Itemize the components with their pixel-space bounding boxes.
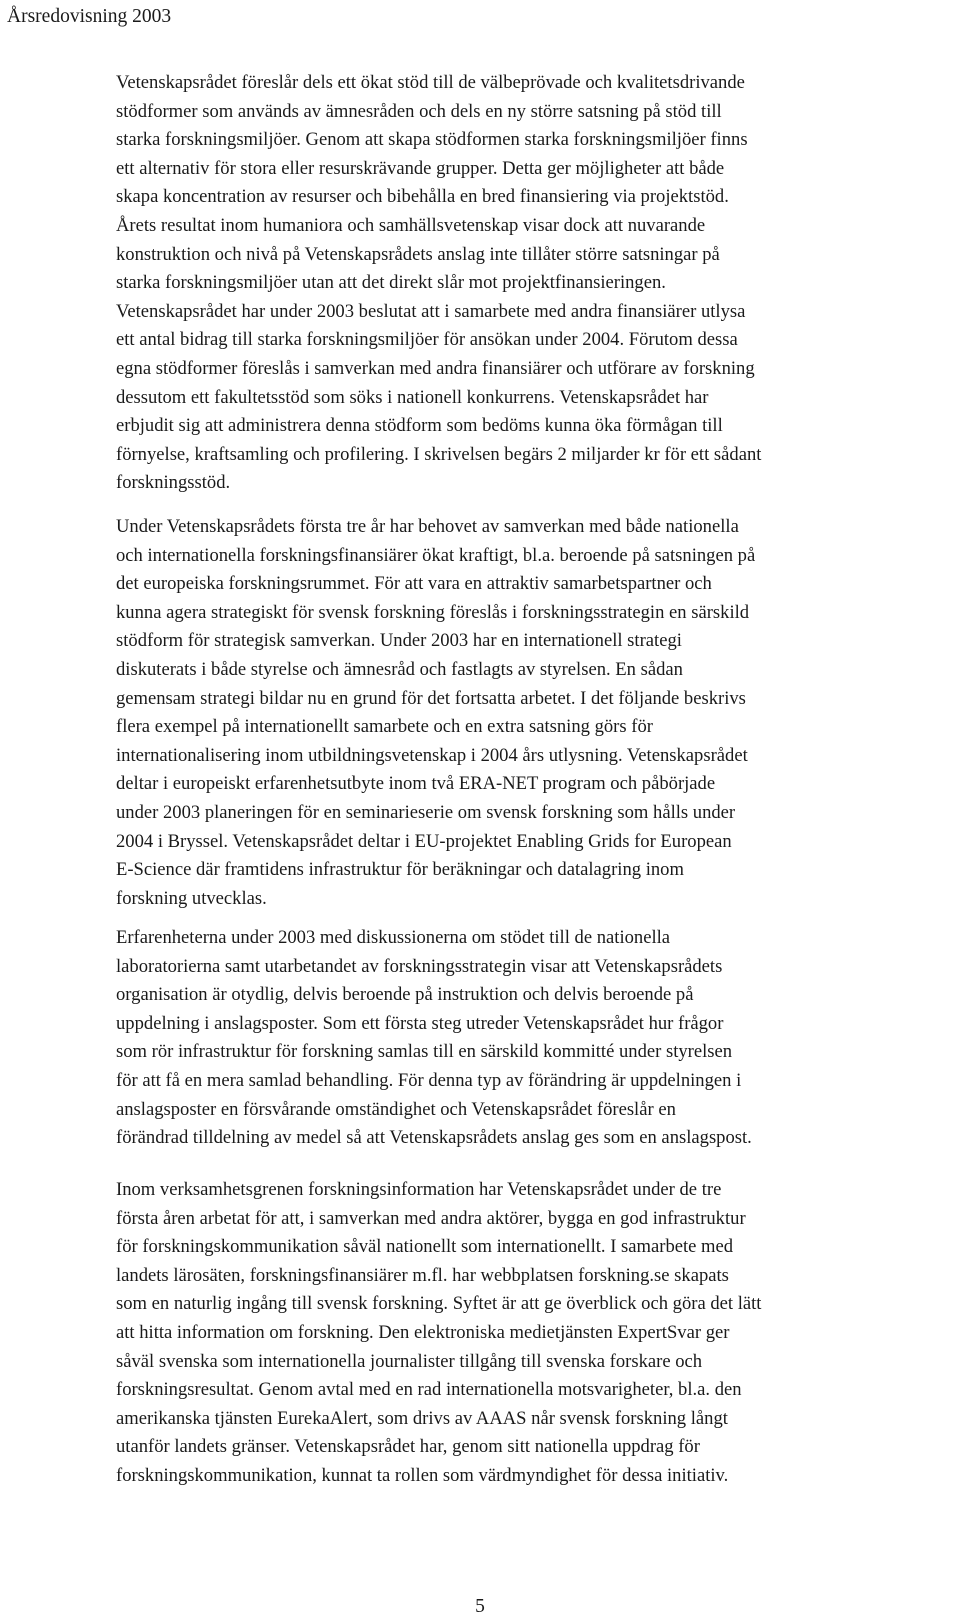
text-line: stödformer som används av ämnesråden och dels en ny större satsning på stöd till [116,100,722,122]
text-line: utanför landets gränser. Vetenskapsrådet har, genom sitt nationella uppdrag för [116,1436,700,1458]
paragraph-3 [116,924,936,1153]
text-line: konstruktion och nivå på Vetenskapsrådets anslag inte tillåter större satsningar på [116,243,720,265]
text-line: erbjudit sig att administrera denna stödform som bedöms kunna öka förmågan till [116,415,723,437]
text-line: Vetenskapsrådet har under 2003 beslutat att i samarbete med andra finansiärer utlysa [116,300,746,322]
text-line: dessutom ett fakultetsstöd som söks i nationell konkurrens. Vetenskapsrådet har [116,386,709,408]
text-line: forskningskommunikation, kunnat ta rollen som värdmyndighet för dessa initiativ. [116,1464,729,1486]
text-line: och internationella forskningsfinansiärer ökat kraftigt, bl.a. beroende på satsningen på [116,544,756,566]
paragraph-4 [116,1176,936,1491]
text-line: landets lärosäten, forskningsfinansiärer m.fl. har webbplatsen forskning.se skapats [116,1264,729,1286]
text-line: forskningsstöd. [116,472,231,494]
text-line: skapa koncentration av resurser och bibehålla en bred finansiering via projektstöd. [116,186,729,208]
text-line: forskning utvecklas. [116,887,267,909]
text-line: deltar i europeiskt erfarenhetsutbyte inom två ERA-NET program och påbörjade [116,773,716,795]
text-line: som rör infrastruktur för forskning samlas till en särskild kommitté under styrelsen [116,1041,733,1063]
text-line: Årets resultat inom humaniora och samhällsvetenskap visar dock att nuvarande [116,214,706,236]
text-line: Erfarenheterna under 2003 med diskussionerna om stödet till de nationella [116,927,671,948]
text-line: under 2003 planeringen för en seminarieserie om svensk forskning som hålls under [116,801,736,823]
text-line: förnyelse, kraftsamling och profilering. I skrivelsen begärs 2 miljarder kr för ett sådant [116,443,762,465]
text-line: starka forskningsmiljöer utan att det direkt slår mot projektfinansieringen. [116,272,666,294]
text-line: som en naturlig ingång till svensk forskning. Syftet är att ge överblick och göra det lätt [116,1293,762,1315]
page-number: 5 [475,1596,485,1617]
text-line: ett alternativ för stora eller resurskrävande grupper. Detta ger möjligheter att både [116,157,725,179]
text-line: det europeiska forskningsrummet. För att vara en attraktiv samarbetspartner och [116,573,712,595]
text-line: stödform för strategisk samverkan. Under 2003 har en internationell strategi [116,630,682,652]
text-line: första åren arbetat för att, i samverkan med andra aktörer, bygga en god infrastruktur [116,1207,746,1229]
text-line: för forskningskommunikation såväl nationellt som internationellt. I samarbete med [116,1236,734,1258]
text-line: Under Vetenskapsrådets första tre år har behovet av samverkan med både nationella [116,516,739,537]
paragraph-2 [116,513,936,913]
text-line: uppdelning i anslagsposter. Som ett första steg utreder Vetenskapsrådet hur frågor [116,1012,724,1034]
text-line: egna stödformer föreslås i samverkan med andra finansiärer och utförare av forskning [116,357,755,379]
text-line: forskningsresultat. Genom avtal med en rad internationella motsvarigheter, bl.a. den [116,1379,742,1401]
text-line: ett antal bidrag till starka forskningsmiljöer för ansökan under 2004. Förutom dessa [116,329,738,351]
text-line: internationalisering inom utbildningsvetenskap i 2004 års utlysning. Vetenskapsrådet [116,744,748,766]
paragraph-1 [116,69,936,498]
document-header: Årsredovisning 2003 [7,6,172,27]
text-line: starka forskningsmiljöer. Genom att skapa stödformen starka forskningsmiljöer finns [116,129,748,151]
text-line: flera exempel på internationellt samarbete och en extra satsning görs för [116,716,653,738]
text-line: 2004 i Bryssel. Vetenskapsrådet deltar i EU-projektet Enabling Grids for European [116,830,732,852]
text-line: såväl svenska som internationella journalister tillgång till svenska forskare och [116,1350,703,1372]
text-line: anslagsposter en försvårande omständighet och Vetenskapsrådet föreslår en [116,1098,676,1120]
text-line: att hitta information om forskning. Den elektroniska medietjänsten ExpertSvar ger [116,1321,730,1343]
text-line: organisation är otydlig, delvis beroende på instruktion och delvis beroende på [116,984,694,1006]
text-line: Vetenskapsrådet föreslår dels ett ökat stöd till de välbeprövade och kvalitetsdrivande [116,72,745,93]
text-line: förändrad tilldelning av medel så att Vetenskapsrådets anslag ges som en anslagspost. [116,1127,752,1149]
text-line: för att få en mera samlad behandling. För denna typ av förändring är uppdelningen i [116,1069,742,1091]
text-line: E-Science där framtidens infrastruktur för beräkningar och datalagring inom [116,859,684,881]
text-line: amerikanska tjänsten EurekaAlert, som drivs av AAAS når svensk forskning långt [116,1407,728,1429]
text-line: Inom verksamhetsgrenen forskningsinformation har Vetenskapsrådet under de tre [116,1179,722,1200]
text-line: diskuterats i både styrelse och ämnesråd och fastlagts av styrelsen. En sådan [116,658,683,680]
text-line: gemensam strategi bildar nu en grund för det fortsatta arbetet. I det följande beskrivs [116,687,746,709]
text-line: kunna agera strategiskt för svensk forskning föreslås i forskningsstrategin en särskild [116,601,750,623]
text-line: laboratorierna samt utarbetandet av forskningsstrategin visar att Vetenskapsrådets [116,955,723,977]
